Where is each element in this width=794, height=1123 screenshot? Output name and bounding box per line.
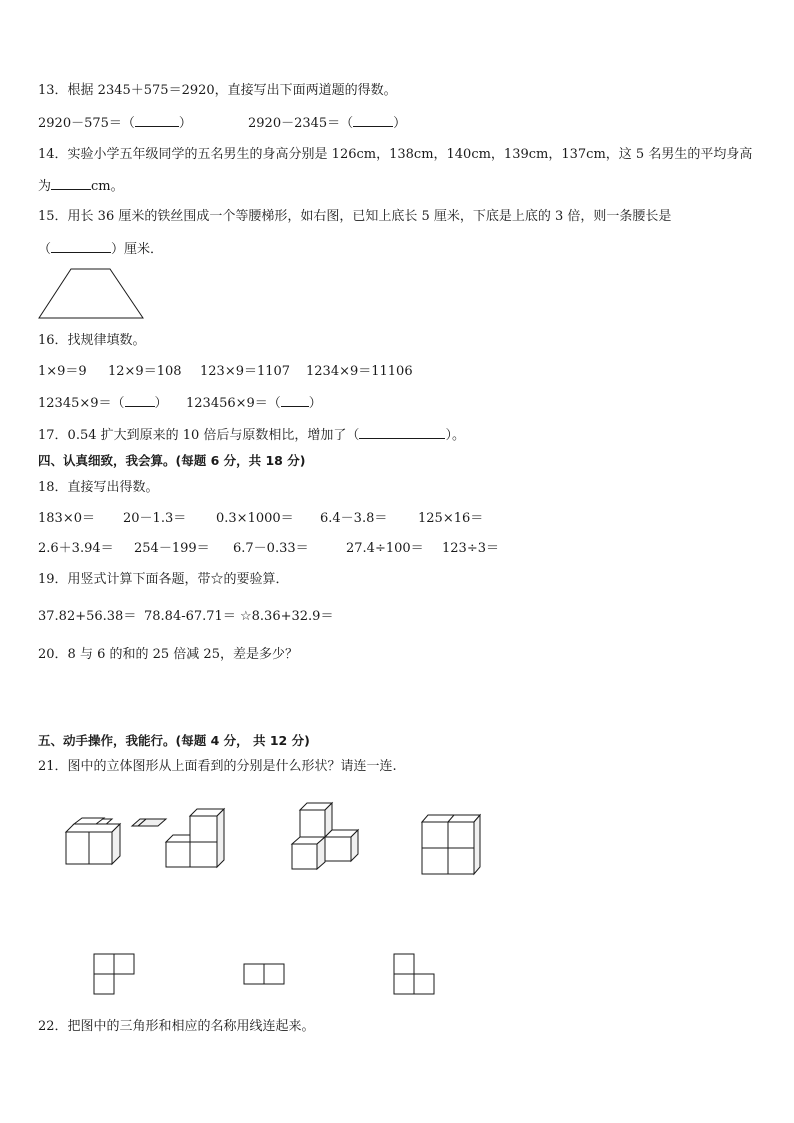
question-22-text: 22．把图中的三角形和相应的名称用线连起来。 xyxy=(38,1019,315,1034)
calc-item: 183×0＝ xyxy=(38,511,95,526)
solid-figure-2 xyxy=(164,806,228,870)
pattern-item-blank-b: 123456×9＝（ ） xyxy=(186,396,322,411)
question-15-line2: （ ）厘米． xyxy=(38,242,164,257)
question-13-text: 13．根据 2345＋575＝2920，直接写出下面两道题的得数。 xyxy=(38,83,397,98)
calc-item: 0.3×1000＝ xyxy=(216,511,294,526)
calc-item: 27.4÷100＝ xyxy=(346,541,424,556)
answer-blank[interactable] xyxy=(135,114,179,127)
answer-blank[interactable] xyxy=(359,426,445,439)
top-view-1 xyxy=(93,953,137,997)
solid-figure-4 xyxy=(420,814,484,876)
pattern-item: 1×9＝9 xyxy=(38,364,87,379)
calc-item: 2.6＋3.94＝ xyxy=(38,541,114,556)
question-14-line2: 为 cm。 xyxy=(38,179,124,194)
pattern-item: 12×9＝108 xyxy=(108,364,182,379)
answer-blank[interactable] xyxy=(51,240,111,253)
calc-item: 125×16＝ xyxy=(418,511,484,526)
answer-blank[interactable] xyxy=(281,394,309,407)
question-19-text: 19．用竖式计算下面各题，带☆的要验算． xyxy=(38,572,289,587)
trapezoid-figure xyxy=(38,268,148,320)
top-view-2 xyxy=(243,963,287,987)
pattern-item: 1234×9＝11106 xyxy=(306,364,413,379)
calc-item: 6.4－3.8＝ xyxy=(320,511,388,526)
section-5-heading: 五、动手操作，我能行。(每题 4 分， 共 12 分) xyxy=(38,733,310,748)
question-18-text: 18．直接写出得数。 xyxy=(38,480,159,495)
question-13-item-b: 2920－2345＝（ ） xyxy=(248,116,407,131)
vertical-calc-item: ☆8.36+32.9＝ xyxy=(240,609,334,624)
answer-blank[interactable] xyxy=(353,114,393,127)
solid-figure-3 xyxy=(290,802,362,872)
calc-item: 254－199＝ xyxy=(134,541,210,556)
answer-blank[interactable] xyxy=(51,177,91,190)
calc-item: 20－1.3＝ xyxy=(123,511,187,526)
question-13-item-a: 2920－575＝（ ） xyxy=(38,116,192,131)
section-4-heading: 四、认真细致，我会算。(每题 6 分，共 18 分) xyxy=(38,453,306,468)
question-15-text: 15．用长 36 厘米的铁丝围成一个等腰梯形，如右图，已知上底长 5 厘米，下底是上底的 3 倍，则一条腰长是 xyxy=(38,209,672,224)
top-view-3 xyxy=(393,953,437,997)
pattern-item-blank-a: 12345×9＝（ ） xyxy=(38,396,168,411)
pattern-item: 123×9＝1107 xyxy=(200,364,291,379)
question-17-text: 17．0.54 扩大到原来的 10 倍后与原数相比，增加了（ ）。 xyxy=(38,428,465,443)
answer-blank[interactable] xyxy=(125,394,155,407)
calc-item: 6.7－0.33＝ xyxy=(233,541,309,556)
solid-figure-1 xyxy=(60,818,130,868)
calc-item: 123÷3＝ xyxy=(442,541,499,556)
question-16-text: 16．找规律填数。 xyxy=(38,333,146,348)
vertical-calc-item: 37.82+56.38＝ xyxy=(38,609,137,624)
vertical-calc-item: 78.84-67.71＝ xyxy=(144,609,236,624)
question-21-text: 21．图中的立体图形从上面看到的分别是什么形状？请连一连. xyxy=(38,759,397,774)
question-20-text: 20．8 与 6 的和的 25 倍减 25，差是多少？ xyxy=(38,647,298,662)
question-14-text: 14．实验小学五年级同学的五名男生的身高分别是 126cm，138cm，140cm，139cm，137cm，这 5 名男生的平均身高 xyxy=(38,147,753,162)
